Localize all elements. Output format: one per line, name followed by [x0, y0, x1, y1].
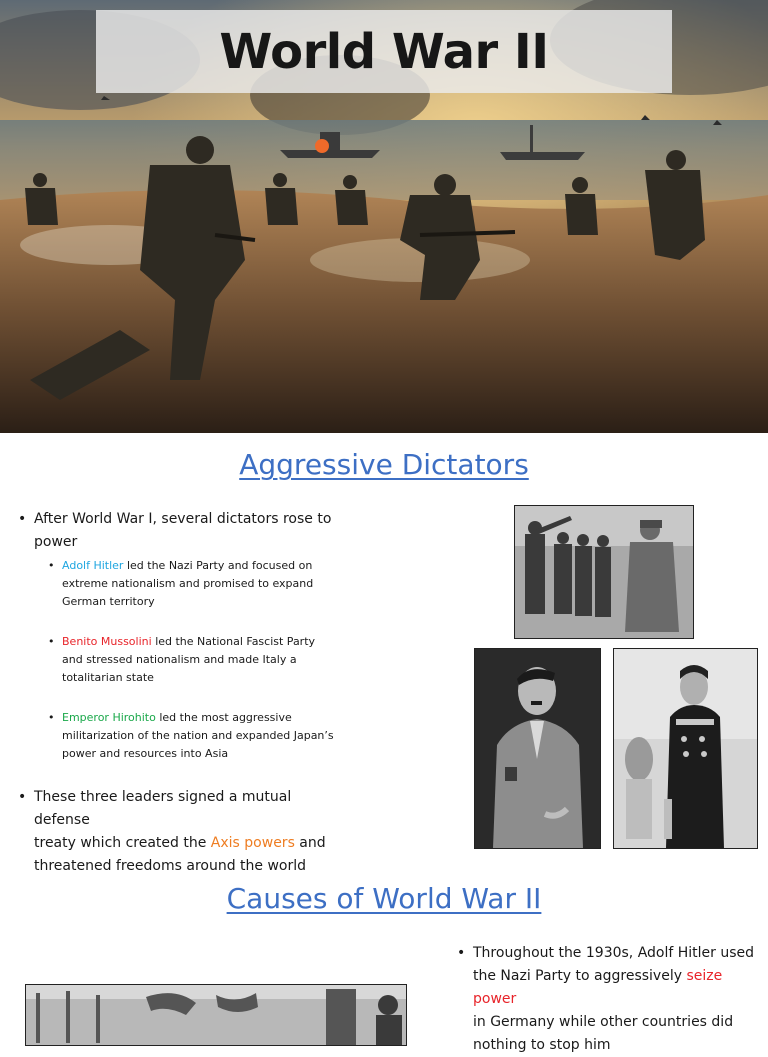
bullet-line: totalitarian state [62, 671, 154, 684]
bullet-line: in Germany while other countries did [473, 1014, 734, 1030]
mussolini-name: Benito Mussolini [62, 635, 152, 648]
page-title: World War II [219, 23, 549, 80]
bullet-dictators-rose [18, 508, 334, 554]
bullet-text: and [294, 835, 326, 851]
bullet-line: threatened freedoms around the world [34, 858, 307, 874]
bullet-line: led the National Fascist Party [155, 635, 316, 648]
bullet-line: extreme nationalism and promised to expand [62, 577, 314, 590]
bullet-seize-power [457, 942, 763, 1057]
bullet-line: and stressed nationalism and made Italy a [62, 653, 297, 666]
bullet-dot: • [18, 511, 27, 527]
hitler-name: Adolf Hitler [62, 559, 124, 572]
causes-heading: Causes of World War II [226, 882, 542, 915]
hirohito-portrait-photo [613, 648, 758, 849]
bullet-dot: • [457, 945, 466, 961]
bullet-dot: • [48, 635, 55, 648]
bullet-line: power [34, 534, 78, 550]
mussolini-saluting-photo [514, 505, 694, 639]
bullet-line: led the Nazi Party and focused on [126, 559, 313, 572]
hirohito-name: Emperor Hirohito [62, 711, 156, 724]
bullet-line: led the most aggressive [159, 711, 292, 724]
nazi-rally-photo [25, 984, 407, 1046]
bullet-line: militarization of the nation and expanded Japan’s [62, 729, 334, 742]
title-banner [96, 10, 672, 93]
bullet-line: German territory [62, 595, 155, 608]
seize-power-highlight: seize power [473, 968, 723, 1007]
sub-bullet-mussolini [48, 633, 342, 687]
hitler-portrait-photo [474, 648, 601, 849]
bullet-line: After World War I, several dictators rose to [34, 511, 332, 527]
bullet-text: treaty which created the [34, 835, 211, 851]
bullet-line: nothing to stop him [473, 1037, 611, 1053]
bullet-dot: • [18, 789, 27, 805]
bullet-line: Throughout the 1930s, Adolf Hitler used [473, 945, 755, 961]
bullet-dot: • [48, 711, 55, 724]
bullet-line: These three leaders signed a mutual defense [34, 789, 292, 828]
sub-bullet-hirohito [48, 709, 342, 763]
bullet-dot: • [48, 559, 55, 572]
hero-image [0, 0, 768, 433]
axis-powers-highlight: Axis powers [210, 835, 295, 851]
sub-bullet-hitler [48, 557, 342, 611]
bullet-text: the Nazi Party to aggressively [473, 968, 687, 984]
aggressive-dictators-heading: Aggressive Dictators [239, 448, 529, 481]
bullet-line: power and resources into Asia [62, 747, 229, 760]
bullet-axis-powers [18, 786, 344, 878]
